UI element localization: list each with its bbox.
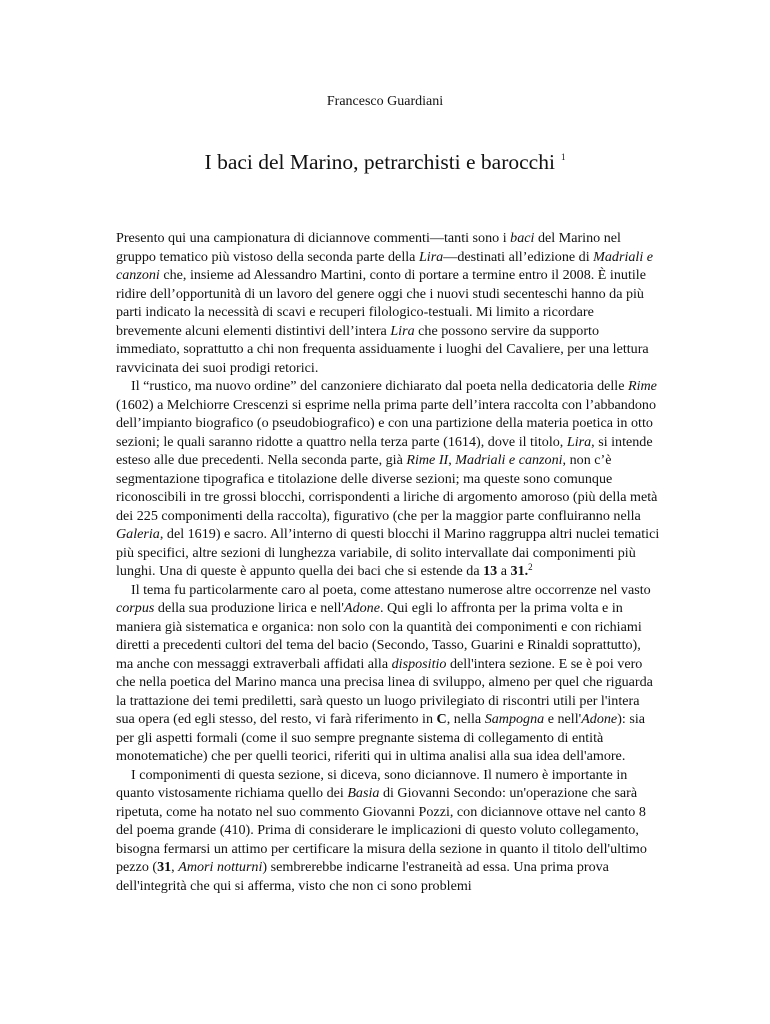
- italic-run: Madriali e canzoni: [455, 452, 563, 468]
- bold-run: C: [436, 711, 447, 727]
- italic-run: Lira: [418, 248, 444, 265]
- paragraph-2: [116, 377, 660, 581]
- text-run: I componimenti di questa sezione, si diceva, sono diciannove. Il numero è importante in quanto vistosamente richiama quello dei: [116, 766, 628, 801]
- text-run: che, insieme ad Alessandro Martini, conto di portare a termine entro il 2008. È inutile ridire dell’opportunità di un lavoro del genere oggi che i nuovi studi secenteschi hanno da più parti indicato la necessità di scavi e recuperi filologico-testuali. Mi limito a ricordare brevemente alcuni elementi distintivi dell’intera: [116, 267, 646, 339]
- italic-run: Adone: [343, 600, 380, 616]
- title-footnote-marker: 1: [560, 152, 566, 162]
- text-run: —destinati all’edizione di: [443, 248, 594, 265]
- italic-run: Madriali e canzoni: [116, 248, 654, 283]
- italic-run: Lira: [390, 322, 415, 339]
- text-run: ) sembrerebbe indicarne l'estraneità ad essa. Una prima prova dell'integrità che qui si afferma, visto che non ci sono problemi: [116, 859, 609, 894]
- text-run: e nell': [544, 711, 582, 727]
- italic-run: Adone: [581, 711, 618, 727]
- bold-run: 31.: [510, 563, 529, 579]
- text-run: dell'intera sezione. E se è poi vero che nella poetica del Marino manca una precisa linea di sviluppo, almeno per quel che riguarda la trattazione dei temi prediletti, sarà questo un luogo privilegiato di riscontri utili per l'intera sua opera (ed egli stesso, del resto, vi farà riferimento in: [116, 655, 653, 727]
- article-title-text: I baci del Marino, petrarchisti e barocchi: [204, 150, 555, 174]
- author-name: Francesco Guardiani: [326, 94, 444, 109]
- bold-run: 31: [157, 859, 172, 875]
- italic-run: Rime: [627, 378, 657, 394]
- italic-run: Galeria: [116, 526, 160, 542]
- text-run: del Marino nel gruppo tematico più vistoso della seconda parte della: [116, 230, 621, 265]
- text-run: ): sia per gli aspetti formali (come il suo sempre pregnante sistema di collegamento di entità monotematiche) che per quelli teorici, riferiti qui in ultima analisi alla sua idea dell'amore.: [116, 711, 645, 764]
- italic-run: Sampogna: [484, 711, 545, 727]
- italic-run: Rime II: [406, 452, 449, 468]
- text-run: , nella: [446, 711, 485, 727]
- text-run: . Qui egli lo affronta per la prima volta e in maniera già sistematica e organica: non solo con la quantità dei componimenti e con richiami diretti a precedenti cultori del tema del bacio (Secondo, Tasso, Guarini e Rinaldi soprattutto), ma anche con messaggi extraverbali affidati alla: [116, 600, 642, 672]
- text-run: ,: [448, 452, 456, 468]
- bold-run: 13: [483, 563, 498, 579]
- footnote-marker: 2: [528, 562, 533, 572]
- italic-run: baci: [510, 230, 535, 246]
- paragraph-3: [116, 581, 660, 766]
- text-run: , si intende esteso alle due precedenti. Nella seconda parte, già: [116, 433, 653, 468]
- text-run: Il “rustico, ma nuovo ordine” del canzoniere dichiarato dal poeta nella dedicatoria delle: [131, 378, 628, 394]
- paragraph-4: [116, 766, 660, 896]
- text-run: di Giovanni Secondo: un'operazione che sarà ripetuta, come ha notato nel suo commento Giovanni Pozzi, con diciannove ottave nel canto 8 del poema grande (410). Prima di considerare le implicazioni di questo voluto collegamento, bisogna fermarsi un attimo per certificare la misura della sezione in quanto il titolo dell'ultimo pezzo (: [116, 785, 647, 875]
- article-title: [0, 150, 770, 175]
- text-run: Presento qui una campionatura di diciannove commenti—tanti sono i: [116, 230, 511, 246]
- italic-run: Basia: [347, 785, 380, 801]
- text-run: della sua produzione lirica e nell': [154, 600, 344, 616]
- paragraph-1: [116, 229, 660, 377]
- text-run: che possono servire da supporto immediato, soprattutto a chi non frequenta assiduamente i luoghi del Cavaliere, per una lettura ravvicinata dei suoi prodigi retorici.: [116, 322, 649, 376]
- italic-run: Amori notturni: [178, 859, 263, 875]
- italic-run: Lira: [566, 433, 592, 450]
- text-run: a: [497, 563, 511, 579]
- text-run: Il tema fu particolarmente caro al poeta, come attestano numerose altre occorrenze nel vasto: [131, 581, 651, 598]
- italic-run: corpus: [116, 600, 155, 616]
- text-run: ,: [171, 859, 179, 875]
- text-run: (1602) a Melchiorre Crescenzi si esprime nella prima parte dell’intera raccolta con l’abbandono dell’impianto biografico (o pseudobiografico) e con una partizione della materia poetica in otto sezioni; le quali saranno ridotte a quattro nella terza parte (1614), dove il titolo,: [116, 396, 657, 450]
- text-run: , non c’è segmentazione tipografica e titolazione delle diverse sezioni; ma queste sono comunque riconoscibili in tre grossi blocchi, corrispondenti a liriche di argomento amoroso (più della metà dei 225 componimenti della raccolta), figurativo (che per la maggior parte confluiranno nella: [116, 452, 658, 524]
- text-run: , del 1619) e sacro. All’interno di questi blocchi il Marino raggruppa altri nuclei tematici più specifici, altre sezioni di lunghezza variabile, di solito intervallate dai componimenti più lunghi. Una di queste è appunto quella dei baci che si estende da: [116, 526, 660, 579]
- italic-run: dispositio: [391, 655, 447, 672]
- article-body: [116, 229, 660, 895]
